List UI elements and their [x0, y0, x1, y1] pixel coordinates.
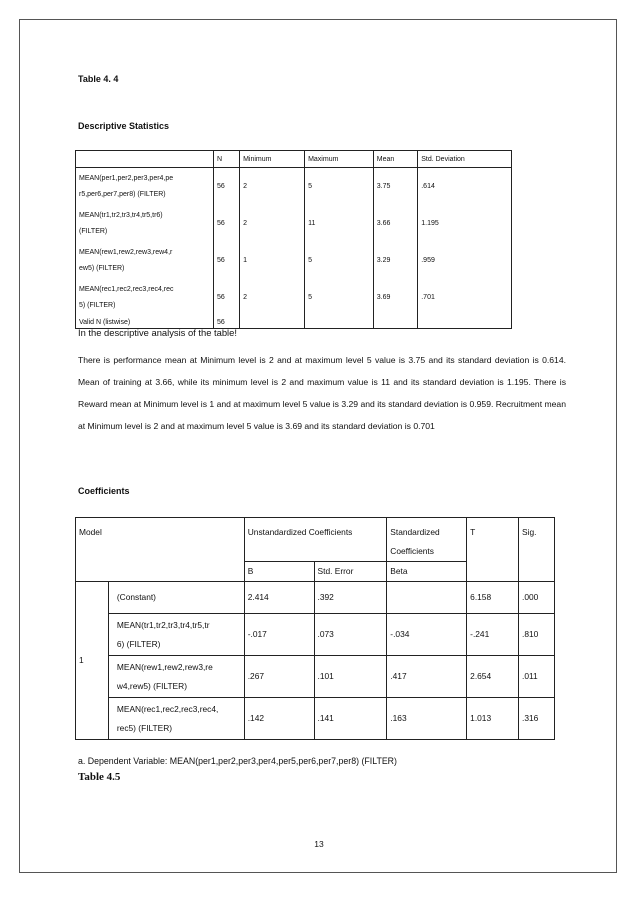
table-row [76, 168, 512, 206]
cell-mean: 3.69 [373, 279, 417, 316]
coef-header-standardized: Standardized Coefficients [387, 518, 467, 562]
coef-header-blank [76, 562, 245, 582]
cell-se: .073 [314, 614, 387, 656]
cell-min: 1 [240, 242, 305, 279]
cell-max: 5 [305, 168, 374, 206]
cell-beta [387, 582, 467, 614]
cell-b: .142 [244, 698, 314, 740]
row-label: MEAN(per1,per2,per3,per4,pe r5,per6,per7,per8) (FILTER) [76, 168, 214, 206]
table-row [76, 279, 512, 316]
table-row [76, 582, 555, 614]
page-number: 13 [314, 839, 324, 849]
coef-header-unstandardized: Unstandardized Coefficients [244, 518, 387, 562]
coef-header-model: Model [76, 518, 245, 562]
coefficients-title: Coefficients [78, 486, 130, 496]
cell-t: 1.013 [467, 698, 519, 740]
coef-header-b: B [244, 562, 314, 582]
desc-header-minimum: Minimum [240, 151, 305, 168]
cell-max: 11 [305, 205, 374, 242]
valid-n-value: 56 [214, 316, 240, 329]
row-label: MEAN(rec1,rec2,rec3,rec4,rec 5) (FILTER) [76, 279, 214, 316]
cell-max: 5 [305, 242, 374, 279]
cell-empty [418, 316, 512, 329]
cell-se: .101 [314, 656, 387, 698]
cell-sd: 1.195 [418, 205, 512, 242]
row-label: (Constant) [108, 582, 244, 614]
descriptive-statistics-title: Descriptive Statistics [78, 121, 170, 131]
cell-mean: 3.29 [373, 242, 417, 279]
cell-sig: .011 [519, 656, 555, 698]
cell-empty [305, 316, 374, 329]
coef-header-t: T [467, 518, 519, 582]
cell-empty [240, 316, 305, 329]
cell-empty [373, 316, 417, 329]
cell-sd: .614 [418, 168, 512, 206]
cell-max: 5 [305, 279, 374, 316]
cell-t: -.241 [467, 614, 519, 656]
cell-t: 6.158 [467, 582, 519, 614]
analysis-note: In the descriptive analysis of the table! [78, 327, 237, 338]
cell-b: .267 [244, 656, 314, 698]
cell-sd: .959 [418, 242, 512, 279]
cell-mean: 3.75 [373, 168, 417, 206]
desc-header-blank [76, 151, 214, 168]
coef-header-std-error: Std. Error [314, 562, 387, 582]
cell-min: 2 [240, 168, 305, 206]
cell-se: .141 [314, 698, 387, 740]
desc-header-row [76, 151, 512, 168]
cell-beta: .417 [387, 656, 467, 698]
table-row [76, 656, 555, 698]
coefficients-table [75, 517, 555, 740]
page-border [19, 19, 617, 873]
cell-n: 56 [214, 168, 240, 206]
desc-header-maximum: Maximum [305, 151, 374, 168]
dependent-variable-note: a. Dependent Variable: MEAN(per1,per2,per3,per4,per5,per6,per7,per8) (FILTER) [78, 756, 397, 766]
desc-header-n: N [214, 151, 240, 168]
cell-min: 2 [240, 205, 305, 242]
valid-n-label: Valid N (listwise) [76, 316, 214, 329]
cell-n: 56 [214, 205, 240, 242]
desc-header-std-deviation: Std. Deviation [418, 151, 512, 168]
cell-sig: .810 [519, 614, 555, 656]
cell-t: 2.654 [467, 656, 519, 698]
row-label: MEAN(tr1,tr2,tr3,tr4,tr5,tr6) (FILTER) [76, 205, 214, 242]
cell-sd: .701 [418, 279, 512, 316]
table-4-4-heading: Table 4. 4 [78, 74, 119, 84]
model-number: 1 [76, 582, 109, 740]
desc-header-mean: Mean [373, 151, 417, 168]
cell-b: 2.414 [244, 582, 314, 614]
cell-sig: .316 [519, 698, 555, 740]
table-row [76, 242, 512, 279]
row-label: MEAN(rew1,rew2,rew3,rew4,r ew5) (FILTER) [76, 242, 214, 279]
cell-b: -.017 [244, 614, 314, 656]
cell-se: .392 [314, 582, 387, 614]
cell-sig: .000 [519, 582, 555, 614]
descriptive-statistics-table [75, 150, 512, 329]
analysis-paragraph: There is performance mean at Minimum level is 2 and at maximum level 5 value is 3.75 and its standard deviation is 0.614. Mean of training at 3.66, while its minimum level is 2 and maximum value is 11 and its standard deviation is 1.195. There is Reward mean at Minimum level is 1 and at maximum level 5 value is 3.29 and its standard deviation is 0.959. Recruitment mean at Minimum level is 2 and at maximum level 5 value is 3.69 and its standard deviation is 0.701 [78, 355, 566, 431]
cell-beta: -.034 [387, 614, 467, 656]
row-label: MEAN(rec1,rec2,rec3,rec4, rec5) (FILTER) [108, 698, 244, 740]
coef-header-sig: Sig. [519, 518, 555, 582]
row-label: MEAN(rew1,rew2,rew3,re w4,rew5) (FILTER) [108, 656, 244, 698]
table-row [76, 698, 555, 740]
cell-mean: 3.66 [373, 205, 417, 242]
table-row [76, 205, 512, 242]
coef-header-beta: Beta [387, 562, 467, 582]
cell-n: 56 [214, 242, 240, 279]
cell-n: 56 [214, 279, 240, 316]
row-label: MEAN(tr1,tr2,tr3,tr4,tr5,tr 6) (FILTER) [108, 614, 244, 656]
cell-min: 2 [240, 279, 305, 316]
cell-beta: .163 [387, 698, 467, 740]
table-4-5-heading: Table 4.5 [78, 771, 121, 783]
table-row [76, 614, 555, 656]
